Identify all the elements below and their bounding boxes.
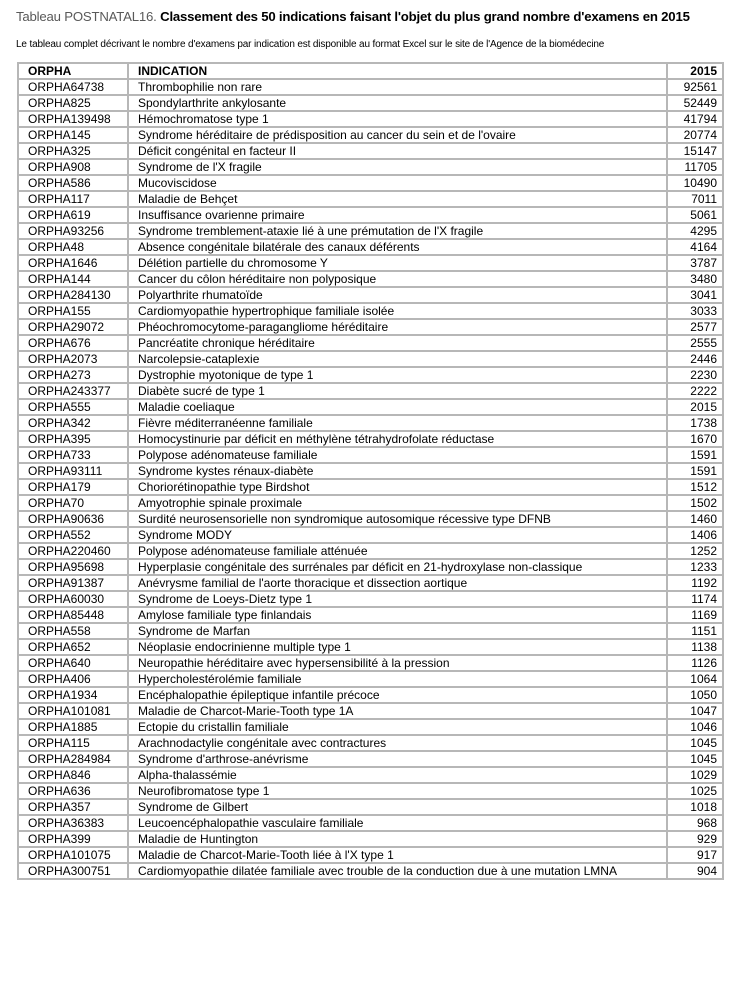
orpha-code-cell: ORPHA93111 xyxy=(18,463,128,479)
table-row xyxy=(18,863,723,879)
table-header-row xyxy=(18,63,723,79)
orpha-code-cell: ORPHA619 xyxy=(18,207,128,223)
exam-count-cell: 15147 xyxy=(667,143,723,159)
indication-cell: Maladie de Charcot-Marie-Tooth liée à l'X type 1 xyxy=(128,847,667,863)
orpha-code-cell: ORPHA2073 xyxy=(18,351,128,367)
exam-count-cell: 1502 xyxy=(667,495,723,511)
table-row xyxy=(18,799,723,815)
orpha-code-cell: ORPHA636 xyxy=(18,783,128,799)
exam-count-cell: 1252 xyxy=(667,543,723,559)
exam-count-cell: 1064 xyxy=(667,671,723,687)
exam-count-cell: 1233 xyxy=(667,559,723,575)
indication-cell: Neuropathie héréditaire avec hypersensibilité à la pression xyxy=(128,655,667,671)
orpha-code-cell: ORPHA91387 xyxy=(18,575,128,591)
orpha-code-cell: ORPHA558 xyxy=(18,623,128,639)
indication-cell: Mucoviscidose xyxy=(128,175,667,191)
table-row xyxy=(18,415,723,431)
exam-count-cell: 2555 xyxy=(667,335,723,351)
orpha-code-cell: ORPHA95698 xyxy=(18,559,128,575)
indication-cell: Absence congénitale bilatérale des canaux déférents xyxy=(128,239,667,255)
indication-cell: Ectopie du cristallin familiale xyxy=(128,719,667,735)
table-row xyxy=(18,831,723,847)
table-row xyxy=(18,815,723,831)
table-row xyxy=(18,207,723,223)
table-row xyxy=(18,447,723,463)
indication-cell: Maladie de Charcot-Marie-Tooth type 1A xyxy=(128,703,667,719)
table-row xyxy=(18,143,723,159)
exam-count-cell: 20774 xyxy=(667,127,723,143)
indication-cell: Syndrome MODY xyxy=(128,527,667,543)
exam-count-cell: 2222 xyxy=(667,383,723,399)
exam-count-cell: 3787 xyxy=(667,255,723,271)
exam-count-cell: 917 xyxy=(667,847,723,863)
table-row xyxy=(18,111,723,127)
orpha-code-cell: ORPHA117 xyxy=(18,191,128,207)
table-title-main: Classement des 50 indications faisant l'objet du plus grand nombre d'examens en 2015 xyxy=(156,9,690,24)
orpha-code-cell: ORPHA115 xyxy=(18,735,128,751)
table-row xyxy=(18,847,723,863)
indication-cell: Syndrome de Marfan xyxy=(128,623,667,639)
orpha-code-cell: ORPHA1934 xyxy=(18,687,128,703)
exam-count-cell: 1460 xyxy=(667,511,723,527)
indication-cell: Pancréatite chronique héréditaire xyxy=(128,335,667,351)
indication-cell: Syndrome de Loeys-Dietz type 1 xyxy=(128,591,667,607)
orpha-code-cell: ORPHA29072 xyxy=(18,319,128,335)
orpha-code-cell: ORPHA90636 xyxy=(18,511,128,527)
table-row xyxy=(18,479,723,495)
table-row xyxy=(18,79,723,95)
table-body xyxy=(18,79,723,879)
indication-cell: Délétion partielle du chromosome Y xyxy=(128,255,667,271)
exam-count-cell: 1151 xyxy=(667,623,723,639)
indication-cell: Syndrome d'arthrose-anévrisme xyxy=(128,751,667,767)
orpha-code-cell: ORPHA48 xyxy=(18,239,128,255)
exam-count-cell: 2015 xyxy=(667,399,723,415)
indication-cell: Néoplasie endocrinienne multiple type 1 xyxy=(128,639,667,655)
exam-count-cell: 5061 xyxy=(667,207,723,223)
orpha-code-cell: ORPHA846 xyxy=(18,767,128,783)
exam-count-cell: 1029 xyxy=(667,767,723,783)
indication-cell: Phéochromocytome-paragangliome héréditaire xyxy=(128,319,667,335)
exam-count-cell: 10490 xyxy=(667,175,723,191)
exam-count-cell: 1169 xyxy=(667,607,723,623)
table-row xyxy=(18,575,723,591)
table-row xyxy=(18,287,723,303)
exam-count-cell: 968 xyxy=(667,815,723,831)
indication-cell: Anévrysme familial de l'aorte thoracique et dissection aortique xyxy=(128,575,667,591)
indication-cell: Arachnodactylie congénitale avec contractures xyxy=(128,735,667,751)
orpha-code-cell: ORPHA93256 xyxy=(18,223,128,239)
exam-count-cell: 2230 xyxy=(667,367,723,383)
orpha-code-cell: ORPHA273 xyxy=(18,367,128,383)
orpha-code-cell: ORPHA1646 xyxy=(18,255,128,271)
table-row xyxy=(18,383,723,399)
orpha-code-cell: ORPHA652 xyxy=(18,639,128,655)
exam-count-cell: 41794 xyxy=(667,111,723,127)
exam-count-cell: 4164 xyxy=(667,239,723,255)
indication-cell: Syndrome héréditaire de prédisposition au cancer du sein et de l'ovaire xyxy=(128,127,667,143)
table-row xyxy=(18,751,723,767)
exam-count-cell: 1174 xyxy=(667,591,723,607)
table-row xyxy=(18,399,723,415)
orpha-code-cell: ORPHA60030 xyxy=(18,591,128,607)
orpha-code-cell: ORPHA395 xyxy=(18,431,128,447)
indication-cell: Déficit congénital en facteur II xyxy=(128,143,667,159)
exam-count-cell: 2446 xyxy=(667,351,723,367)
indication-cell: Maladie de Huntington xyxy=(128,831,667,847)
orpha-code-cell: ORPHA284130 xyxy=(18,287,128,303)
indication-cell: Cardiomyopathie hypertrophique familiale isolée xyxy=(128,303,667,319)
orpha-code-cell: ORPHA70 xyxy=(18,495,128,511)
indication-cell: Polyarthrite rhumatoïde xyxy=(128,287,667,303)
table-row xyxy=(18,319,723,335)
orpha-code-cell: ORPHA733 xyxy=(18,447,128,463)
orpha-code-cell: ORPHA284984 xyxy=(18,751,128,767)
exam-count-cell: 1406 xyxy=(667,527,723,543)
table-row xyxy=(18,223,723,239)
indication-cell: Surdité neurosensorielle non syndromique autosomique récessive type DFNB xyxy=(128,511,667,527)
orpha-code-cell: ORPHA357 xyxy=(18,799,128,815)
orpha-code-cell: ORPHA325 xyxy=(18,143,128,159)
indication-cell: Dystrophie myotonique de type 1 xyxy=(128,367,667,383)
exam-count-cell: 1047 xyxy=(667,703,723,719)
table-row xyxy=(18,271,723,287)
indication-cell: Fièvre méditerranéenne familiale xyxy=(128,415,667,431)
exam-count-cell: 1591 xyxy=(667,447,723,463)
indication-cell: Homocystinurie par déficit en méthylène tétrahydrofolate réductase xyxy=(128,431,667,447)
table-row xyxy=(18,783,723,799)
indication-cell: Narcolepsie-cataplexie xyxy=(128,351,667,367)
indication-cell: Spondylarthrite ankylosante xyxy=(128,95,667,111)
orpha-code-cell: ORPHA908 xyxy=(18,159,128,175)
indication-cell: Syndrome de l'X fragile xyxy=(128,159,667,175)
indication-cell: Insuffisance ovarienne primaire xyxy=(128,207,667,223)
indication-cell: Cancer du côlon héréditaire non polyposique xyxy=(128,271,667,287)
table-row xyxy=(18,687,723,703)
indication-cell: Encéphalopathie épileptique infantile précoce xyxy=(128,687,667,703)
exam-count-cell: 4295 xyxy=(667,223,723,239)
exam-count-cell: 1670 xyxy=(667,431,723,447)
exam-count-cell: 1591 xyxy=(667,463,723,479)
orpha-code-cell: ORPHA552 xyxy=(18,527,128,543)
table-row xyxy=(18,303,723,319)
orpha-code-cell: ORPHA1885 xyxy=(18,719,128,735)
table-row xyxy=(18,767,723,783)
exam-count-cell: 1046 xyxy=(667,719,723,735)
orpha-code-cell: ORPHA85448 xyxy=(18,607,128,623)
table-row xyxy=(18,671,723,687)
orpha-code-cell: ORPHA155 xyxy=(18,303,128,319)
exam-count-cell: 7011 xyxy=(667,191,723,207)
indication-cell: Maladie de Behçet xyxy=(128,191,667,207)
table-row xyxy=(18,655,723,671)
header-year: 2015 xyxy=(667,63,723,79)
table-row xyxy=(18,335,723,351)
indication-cell: Choriorétinopathie type Birdshot xyxy=(128,479,667,495)
table-row xyxy=(18,543,723,559)
orpha-code-cell: ORPHA220460 xyxy=(18,543,128,559)
table-row xyxy=(18,367,723,383)
table-row xyxy=(18,703,723,719)
exam-count-cell: 1018 xyxy=(667,799,723,815)
table-title-prefix: Tableau POSTNATAL16. xyxy=(16,9,157,24)
exam-count-cell: 11705 xyxy=(667,159,723,175)
exam-count-cell: 52449 xyxy=(667,95,723,111)
table-row xyxy=(18,351,723,367)
exam-count-cell: 1512 xyxy=(667,479,723,495)
table-row xyxy=(18,255,723,271)
exam-count-cell: 3041 xyxy=(667,287,723,303)
orpha-code-cell: ORPHA64738 xyxy=(18,79,128,95)
orpha-code-cell: ORPHA406 xyxy=(18,671,128,687)
orpha-code-cell: ORPHA101081 xyxy=(18,703,128,719)
orpha-code-cell: ORPHA640 xyxy=(18,655,128,671)
table-row xyxy=(18,623,723,639)
exam-count-cell: 1050 xyxy=(667,687,723,703)
header-orpha: ORPHA xyxy=(18,63,128,79)
indication-cell: Syndrome kystes rénaux-diabète xyxy=(128,463,667,479)
indication-cell: Syndrome de Gilbert xyxy=(128,799,667,815)
indication-cell: Neurofibromatose type 1 xyxy=(128,783,667,799)
table-row xyxy=(18,175,723,191)
indications-table xyxy=(17,62,724,880)
table-row xyxy=(18,511,723,527)
exam-count-cell: 1045 xyxy=(667,751,723,767)
indication-cell: Hyperplasie congénitale des surrénales par déficit en 21-hydroxylase non-classique xyxy=(128,559,667,575)
table-row xyxy=(18,239,723,255)
exam-count-cell: 1138 xyxy=(667,639,723,655)
orpha-code-cell: ORPHA101075 xyxy=(18,847,128,863)
orpha-code-cell: ORPHA825 xyxy=(18,95,128,111)
indication-cell: Syndrome tremblement-ataxie lié à une prémutation de l'X fragile xyxy=(128,223,667,239)
indication-cell: Polypose adénomateuse familiale xyxy=(128,447,667,463)
table-row xyxy=(18,127,723,143)
table-row xyxy=(18,431,723,447)
table-row xyxy=(18,735,723,751)
orpha-code-cell: ORPHA179 xyxy=(18,479,128,495)
indication-cell: Hypercholestérolémie familiale xyxy=(128,671,667,687)
indication-cell: Hémochromatose type 1 xyxy=(128,111,667,127)
table-row xyxy=(18,463,723,479)
indication-cell: Thrombophilie non rare xyxy=(128,79,667,95)
indication-cell: Polypose adénomateuse familiale atténuée xyxy=(128,543,667,559)
exam-count-cell: 929 xyxy=(667,831,723,847)
orpha-code-cell: ORPHA676 xyxy=(18,335,128,351)
table-row xyxy=(18,495,723,511)
table-subtitle: Le tableau complet décrivant le nombre d'examens par indication est disponible au format Excel sur le site de l'Agence de la biomédecine xyxy=(16,39,605,50)
exam-count-cell: 92561 xyxy=(667,79,723,95)
orpha-code-cell: ORPHA399 xyxy=(18,831,128,847)
orpha-code-cell: ORPHA300751 xyxy=(18,863,128,879)
table-title xyxy=(16,9,690,24)
table-row xyxy=(18,639,723,655)
indication-cell: Amyotrophie spinale proximale xyxy=(128,495,667,511)
table-row xyxy=(18,191,723,207)
table-row xyxy=(18,527,723,543)
exam-count-cell: 3033 xyxy=(667,303,723,319)
table-row xyxy=(18,591,723,607)
table-row xyxy=(18,607,723,623)
orpha-code-cell: ORPHA243377 xyxy=(18,383,128,399)
orpha-code-cell: ORPHA145 xyxy=(18,127,128,143)
header-indication: INDICATION xyxy=(128,63,667,79)
exam-count-cell: 1126 xyxy=(667,655,723,671)
table-row xyxy=(18,559,723,575)
indication-cell: Leucoencéphalopathie vasculaire familiale xyxy=(128,815,667,831)
exam-count-cell: 1738 xyxy=(667,415,723,431)
exam-count-cell: 904 xyxy=(667,863,723,879)
exam-count-cell: 3480 xyxy=(667,271,723,287)
indication-cell: Amylose familiale type finlandais xyxy=(128,607,667,623)
indication-cell: Diabète sucré de type 1 xyxy=(128,383,667,399)
indication-cell: Cardiomyopathie dilatée familiale avec trouble de la conduction due à une mutation LMNA xyxy=(128,863,667,879)
orpha-code-cell: ORPHA36383 xyxy=(18,815,128,831)
orpha-code-cell: ORPHA342 xyxy=(18,415,128,431)
exam-count-cell: 2577 xyxy=(667,319,723,335)
exam-count-cell: 1192 xyxy=(667,575,723,591)
orpha-code-cell: ORPHA586 xyxy=(18,175,128,191)
orpha-code-cell: ORPHA144 xyxy=(18,271,128,287)
orpha-code-cell: ORPHA555 xyxy=(18,399,128,415)
exam-count-cell: 1025 xyxy=(667,783,723,799)
table-row xyxy=(18,95,723,111)
exam-count-cell: 1045 xyxy=(667,735,723,751)
table-row xyxy=(18,159,723,175)
orpha-code-cell: ORPHA139498 xyxy=(18,111,128,127)
indication-cell: Maladie coeliaque xyxy=(128,399,667,415)
table-row xyxy=(18,719,723,735)
indication-cell: Alpha-thalassémie xyxy=(128,767,667,783)
